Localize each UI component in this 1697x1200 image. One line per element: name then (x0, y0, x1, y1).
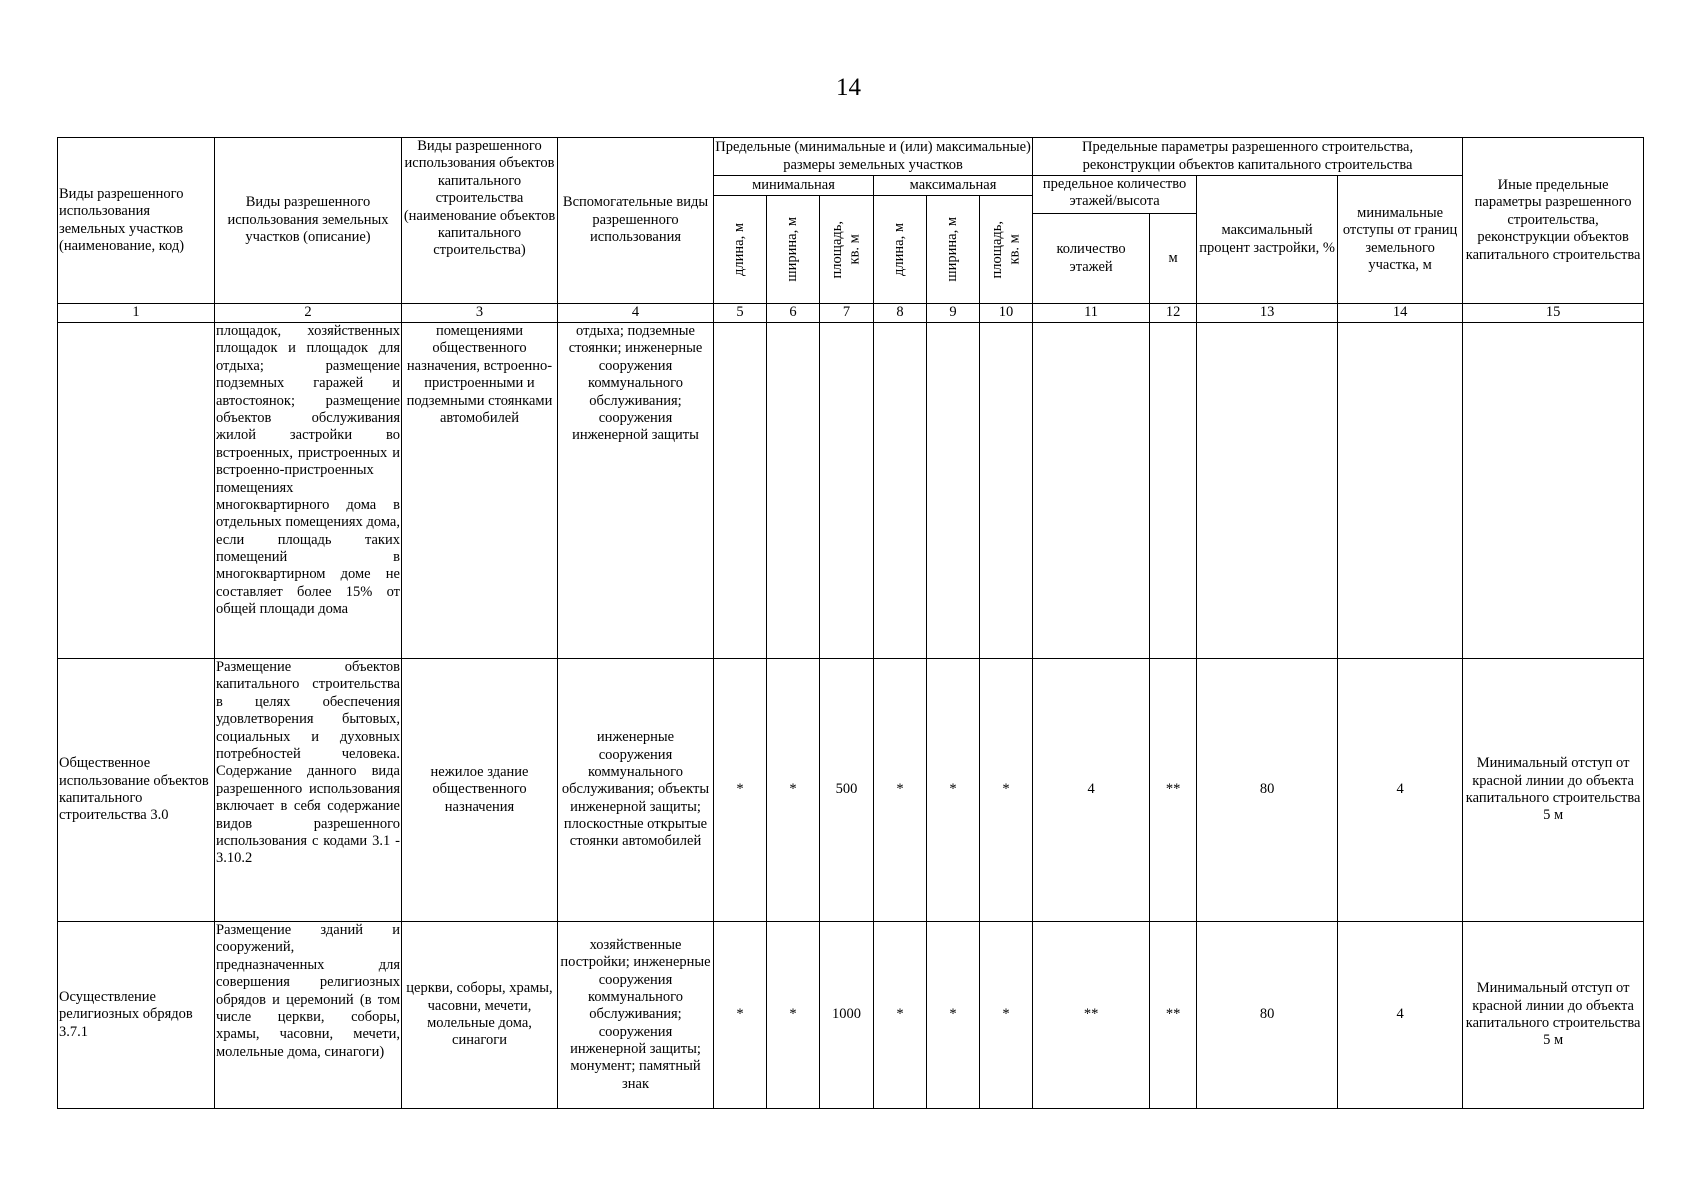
header-other-params: Иные предельные параметры разрешенного строительства, реконструкции объектов капитального строительства (1463, 138, 1644, 304)
cell-auxiliary-uses: инженерные сооружения коммунального обслуживания; объекты инженерной защиты; плоскостные открытые стоянки автомобилей (558, 659, 714, 922)
header-plot-size-group: Предельные (минимальные и (или) максимальные) размеры земельных участков (714, 138, 1033, 176)
cell-max-width: * (927, 659, 980, 922)
cell-max-length (874, 323, 927, 659)
cell-landuse-name: Общественное использование объектов капитального строительства 3.0 (58, 659, 215, 922)
cell-max-percent (1197, 323, 1338, 659)
cell-other-params: Минимальный отступ от красной линии до объекта капитального строительства 5 м (1463, 922, 1644, 1109)
table-row (58, 659, 1644, 922)
header-min-setback: минимальные отступы от границ земельного участка, м (1338, 176, 1463, 304)
header-max-percent: максимальный процент застройки, % (1197, 176, 1338, 304)
header-max-length: длина, м (891, 223, 908, 276)
cell-other-params: Минимальный отступ от красной линии до объекта капитального строительства 5 м (1463, 659, 1644, 922)
cell-floors (1033, 323, 1150, 659)
cell-min-setback: 4 (1338, 659, 1463, 922)
cell-floors: 4 (1033, 659, 1150, 922)
cell-height (1150, 323, 1197, 659)
cell-max-length: * (874, 659, 927, 922)
cell-max-area (980, 323, 1033, 659)
cell-min-setback (1338, 323, 1463, 659)
column-numbers-row (58, 304, 1644, 323)
header-maximal: максимальная (874, 176, 1033, 196)
column-number: 3 (402, 304, 558, 323)
column-number: 12 (1150, 304, 1197, 323)
cell-min-area: 500 (820, 659, 874, 922)
header-landuse-name: Виды разрешенного использования земельных участков (наименование, код) (58, 138, 215, 304)
cell-auxiliary-uses: хозяйственные постройки; инженерные сооружения коммунального обслуживания; сооружения инженерной защиты; монумент; памятный знак (558, 922, 714, 1109)
cell-max-area: * (980, 659, 1033, 922)
cell-min-width: * (767, 659, 820, 922)
table-row (58, 922, 1644, 1109)
header-min-width: ширина, м (784, 217, 801, 282)
cell-max-length: * (874, 922, 927, 1109)
cell-min-area: 1000 (820, 922, 874, 1109)
cell-capital-objects: нежилое здание общественного назначения (402, 659, 558, 922)
cell-min-width: * (767, 922, 820, 1109)
header-max-area: площадь, кв. м (988, 220, 1023, 279)
cell-landuse-description: Размещение зданий и сооружений, предназначенных для совершения религиозных обрядов и церемоний (в том числе церкви, соборы, храмы, часовни, мечети, молельные дома, синагоги) (215, 922, 402, 1109)
page-number: 14 (836, 74, 861, 101)
cell-landuse-description: площадок, хозяйственных площадок и площадок для отдыха; размещение подземных гаражей и автостоянок; размещение объектов обслуживания жилой застройки во встроенных, пристроенных и встроенно-пристроенных помещениях многоквартирного дома в отдельных помещениях дома, если площадь таких помещений в многоквартирном доме не составляет более 15% от общей площади дома (215, 323, 402, 659)
regulation-table (57, 137, 1644, 1109)
header-meters: м (1150, 214, 1197, 304)
column-number: 15 (1463, 304, 1644, 323)
column-number: 13 (1197, 304, 1338, 323)
column-number: 10 (980, 304, 1033, 323)
column-number: 5 (714, 304, 767, 323)
cell-capital-objects: церкви, соборы, храмы, часовни, мечети, молельные дома, синагоги (402, 922, 558, 1109)
cell-min-area (820, 323, 874, 659)
header-minimal: минимальная (714, 176, 874, 196)
column-number: 2 (215, 304, 402, 323)
cell-height: ** (1150, 659, 1197, 922)
column-number: 9 (927, 304, 980, 323)
cell-landuse-name (58, 323, 215, 659)
header-capital-objects: Виды разрешенного использования объектов капитального строительства (наименование объектов капитального строительства) (402, 138, 558, 304)
cell-max-percent: 80 (1197, 659, 1338, 922)
cell-min-length: * (714, 659, 767, 922)
cell-capital-objects: помещениями общественного назначения, встроенно-пристроенными и подземными стоянками автомобилей (402, 323, 558, 659)
header-min-area: площадь, кв. м (829, 220, 863, 279)
cell-floors: ** (1033, 922, 1150, 1109)
cell-landuse-name: Осуществление религиозных обрядов 3.7.1 (58, 922, 215, 1109)
header-landuse-description: Виды разрешенного использования земельных участков (описание) (215, 138, 402, 304)
cell-min-width (767, 323, 820, 659)
cell-min-length: * (714, 922, 767, 1109)
cell-other-params (1463, 323, 1644, 659)
column-number: 11 (1033, 304, 1150, 323)
cell-height: ** (1150, 922, 1197, 1109)
header-auxiliary-uses: Вспомогательные виды разрешенного использования (558, 138, 714, 304)
cell-max-width (927, 323, 980, 659)
cell-min-setback: 4 (1338, 922, 1463, 1109)
header-max-width: ширина, м (944, 217, 961, 282)
column-number: 6 (767, 304, 820, 323)
cell-min-length (714, 323, 767, 659)
column-number: 7 (820, 304, 874, 323)
column-number: 1 (58, 304, 215, 323)
header-min-length: длина, м (731, 223, 748, 276)
cell-max-area: * (980, 922, 1033, 1109)
cell-landuse-description: Размещение объектов капитального строительства в целях обеспечения удовлетворения бытовых, социальных и духовных потребностей человека. Содержание данного вида разрешенного использования включает в себя содержание видов разрешенного использования с кодами 3.1 - 3.10.2 (215, 659, 402, 922)
cell-max-percent: 80 (1197, 922, 1338, 1109)
table-row (58, 323, 1644, 659)
column-number: 4 (558, 304, 714, 323)
header-floors-count: количество этажей (1033, 214, 1150, 304)
column-number: 14 (1338, 304, 1463, 323)
cell-auxiliary-uses: отдыха; подземные стоянки; инженерные сооружения коммунального обслуживания; сооружения инженерной защиты (558, 323, 714, 659)
column-number: 8 (874, 304, 927, 323)
cell-max-width: * (927, 922, 980, 1109)
header-floors-height: предельное количество этажей/высота (1033, 176, 1197, 214)
header-build-params-group: Предельные параметры разрешенного строительства, реконструкции объектов капитального строительства (1033, 138, 1463, 176)
